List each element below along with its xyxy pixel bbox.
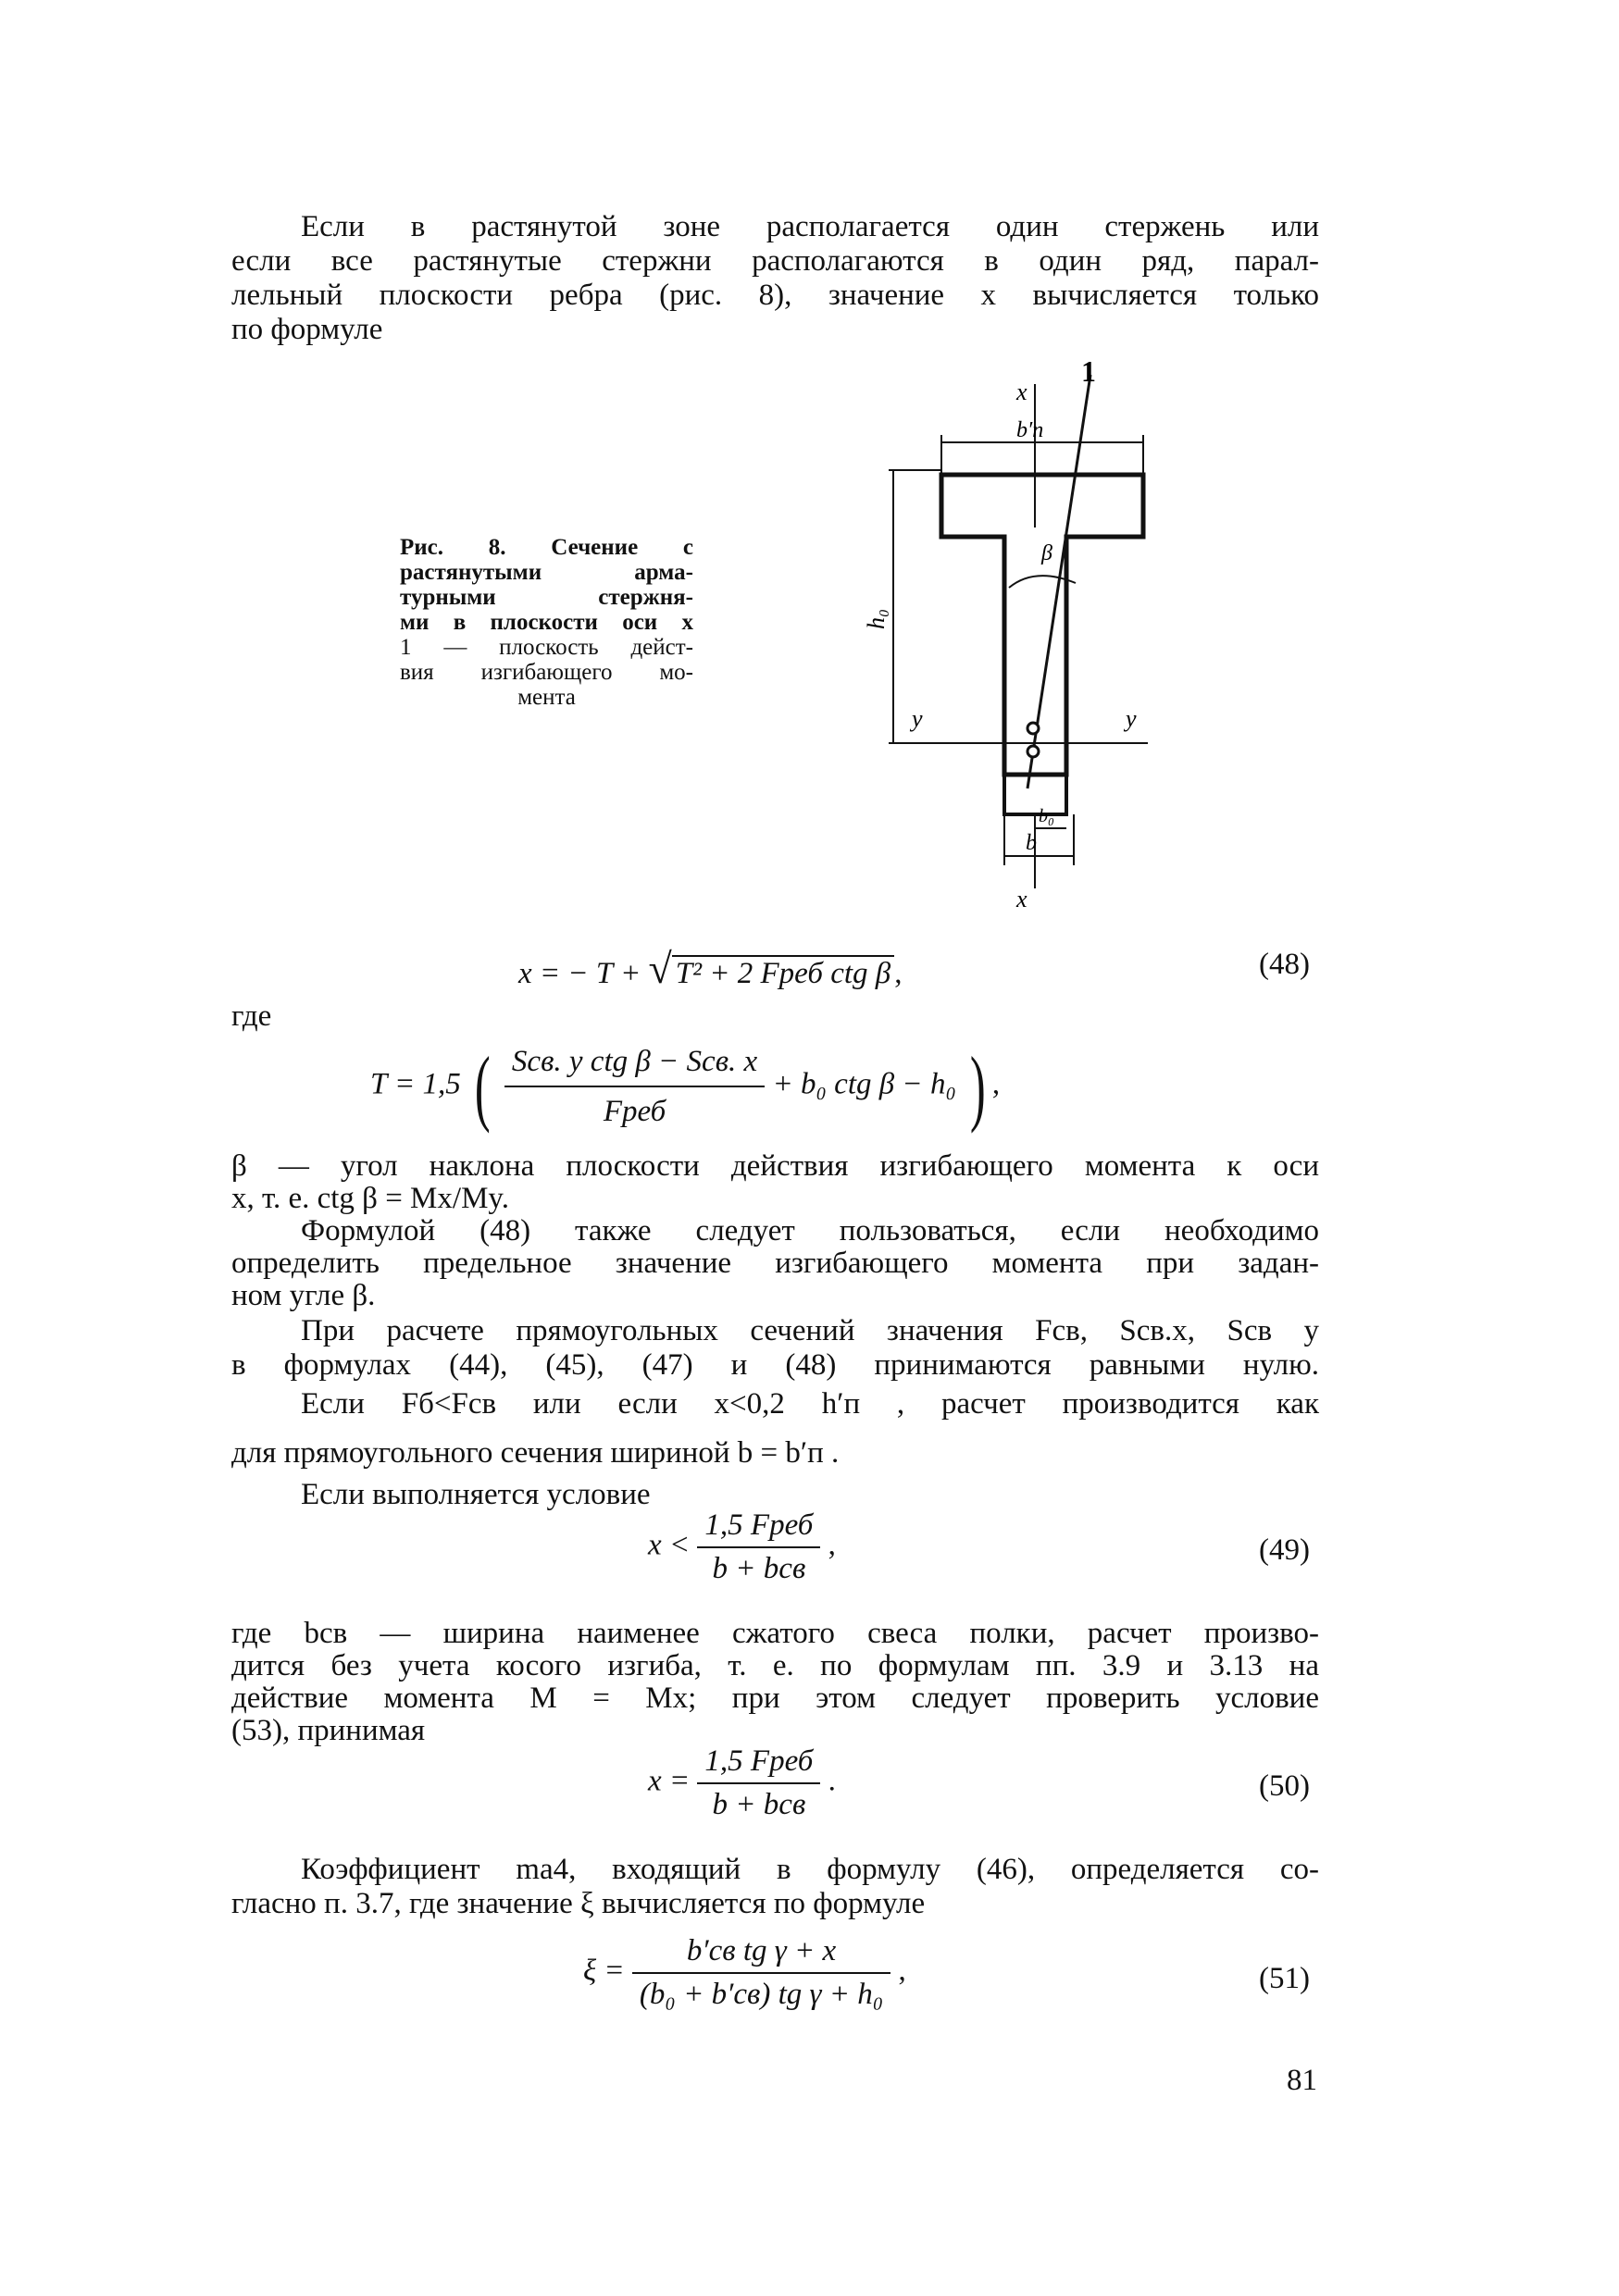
angle-label: β — [1041, 541, 1052, 565]
para-bsv-line-1: где bсв — ширина наименее сжатого свеса полки, расчет произво- — [231, 1617, 1319, 1650]
intro-line-2: если все растянутые стержни располагаются в один ряд, парал- — [231, 244, 1319, 278]
t-section-outline — [941, 475, 1143, 775]
para-rect-line-1: При расчете прямоугольных сечений значения Fсв, Sсв.x, Sсв y — [301, 1314, 1319, 1347]
eq51-number: (51) — [1259, 1962, 1310, 1995]
t-denominator: Fреб — [603, 1095, 666, 1128]
eq50-fraction — [697, 1744, 820, 1822]
equation-51 — [583, 1934, 906, 2012]
para-cond-line-1: Если Fб<Fсв или если x<0,2 h′п , расчет производится как — [301, 1387, 1319, 1421]
axis-y-left-label: y — [912, 705, 923, 732]
para-usage-line-3: ном угле β. — [231, 1279, 376, 1312]
eq49-number: (49) — [1259, 1533, 1310, 1567]
b0-label: b₀ — [1039, 806, 1054, 826]
t-lhs: T = 1,5 — [370, 1067, 461, 1101]
axis-x-top-label: x — [1016, 379, 1027, 405]
caption-text-line-1: 1 — плоскость дейст- — [400, 635, 693, 660]
eq49-lhs: x < — [648, 1528, 691, 1562]
intro-line-1: Если в растянутой зоне располагается один стержень или — [301, 210, 1319, 243]
flange-width-label: b′п — [1016, 418, 1044, 442]
t-rest: + b₀ ctg β − h₀ — [772, 1067, 956, 1101]
height-label: h₀ — [863, 608, 890, 629]
axis-y-right-label: y — [1126, 705, 1137, 732]
left-paren: ( — [474, 1039, 491, 1134]
eq49-tail: , — [828, 1528, 836, 1562]
para-coef-line-2: гласно п. 3.7, где значение ξ вычисляется по формуле — [231, 1887, 926, 1920]
caption-text-line-3: мента — [517, 685, 576, 710]
eq48-radicand: T² + 2 Fреб ctg β — [672, 955, 894, 991]
caption-title-line-3: турными стержня- — [400, 585, 693, 610]
eq48-lhs: x = − T + — [518, 957, 649, 990]
t-section-figure — [861, 342, 1176, 925]
eq51-tail: , — [898, 1954, 906, 1988]
para-beta-line-1: β — угол наклона плоскости действия изгибающего момента к оси — [231, 1149, 1319, 1183]
caption-title-line-1: Рис. 8. Сечение с — [400, 535, 693, 560]
eq51-lhs: ξ = — [583, 1954, 625, 1988]
para-coef-line-1: Коэффициент mа4, входящий в формулу (46), определяется со- — [301, 1853, 1319, 1886]
equation-49 — [648, 1508, 836, 1586]
para-usage-line-2: определить предельное значение изгибающего момента при задан- — [231, 1247, 1319, 1280]
caption-title-line-4: ми в плоскости оси x — [400, 610, 693, 635]
para-bsv-line-4: (53), принимая — [231, 1714, 426, 1747]
t-fraction — [504, 1041, 765, 1132]
axis-x-bottom-label: x — [1016, 886, 1027, 912]
eq50-number: (50) — [1259, 1769, 1310, 1803]
eq51-numerator: b′св tg γ + x — [632, 1934, 890, 1974]
equation-48: x = − T + √ T² + 2 Fреб ctg β , — [518, 945, 903, 992]
para-bsv-line-2: дится без учета косого изгиба, т. е. по формулам пп. 3.9 и 3.13 на — [231, 1649, 1319, 1682]
para-cond-line-2: для прямоугольного сечения шириной b = b′п . — [231, 1436, 840, 1470]
rebar-icon — [1027, 723, 1039, 734]
eq50-numerator: 1,5 Fреб — [697, 1744, 820, 1784]
eq48-tail: , — [894, 957, 903, 990]
b-label: b — [1026, 831, 1037, 855]
eq49-denominator: b + bсв — [712, 1552, 806, 1585]
intro-line-4: по формуле — [231, 313, 383, 346]
eq49-numerator: 1,5 Fреб — [697, 1508, 820, 1548]
rebar-zone-outline — [1004, 775, 1066, 814]
where-label: где — [231, 999, 272, 1033]
figure-caption — [400, 535, 693, 710]
para-beta-line-2: x, т. е. ctg β = Mx/My. — [231, 1182, 510, 1215]
eq49-fraction — [697, 1508, 820, 1586]
page-number: 81 — [1287, 2064, 1317, 2097]
plane-label: 1 — [1081, 354, 1096, 388]
eq50-denominator: b + bсв — [712, 1788, 806, 1821]
t-tail: , — [991, 1067, 1001, 1101]
eq50-tail: . — [828, 1764, 836, 1798]
para-condition-intro: Если выполняется условие — [301, 1478, 651, 1511]
equation-50 — [648, 1744, 836, 1822]
rebar-icon — [1027, 746, 1039, 757]
eq51-denominator: (b₀ + b′св) tg γ + h₀ — [639, 1978, 884, 2011]
para-bsv-line-3: действие момента M = Mx; при этом следует проверить условие — [231, 1682, 1319, 1715]
eq48-number: (48) — [1259, 948, 1310, 981]
para-rect-line-2: в формулах (44), (45), (47) и (48) принимаются равными нулю. — [231, 1348, 1319, 1382]
t-definition — [370, 1041, 1000, 1132]
caption-title-line-2: растянутыми арма- — [400, 560, 693, 585]
t-numerator: Sсв. y ctg β − Sсв. x — [504, 1041, 765, 1087]
intro-line-3: лельный плоскости ребра (рис. 8), значение x вычисляется только — [231, 279, 1319, 312]
caption-text-line-2: вия изгибающего мо- — [400, 660, 693, 685]
right-paren: ) — [970, 1039, 986, 1134]
eq51-fraction — [632, 1934, 890, 2012]
eq50-lhs: x = — [648, 1764, 691, 1798]
para-usage-line-1: Формулой (48) также следует пользоваться, если необходимо — [301, 1214, 1319, 1247]
